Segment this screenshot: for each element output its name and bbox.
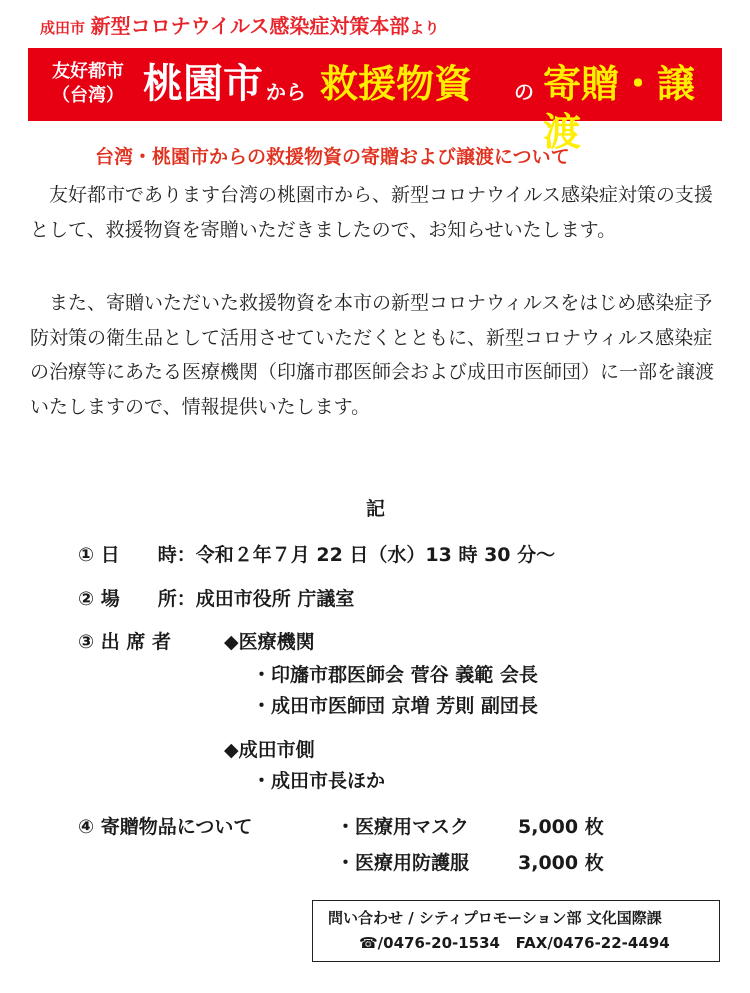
title-banner — [28, 48, 722, 154]
item-attendees-number: ③ — [78, 631, 95, 653]
issuer-suffix: より — [409, 19, 440, 37]
item-goods-number: ④ — [78, 816, 95, 838]
notice-heading: 記 — [366, 498, 386, 520]
item-place-value: 成田市役所 庁議室 — [195, 588, 355, 610]
item-place-number: ② — [78, 588, 95, 610]
goods-quantity: 3,000 枚 — [518, 852, 604, 874]
item-goods-label: 寄贈物品について — [100, 816, 253, 838]
goods-quantity: 5,000 枚 — [518, 816, 604, 838]
banner-relief-supplies: 救援物資 — [320, 62, 473, 106]
banner-particle-kara: から — [266, 80, 306, 104]
banner-city: 桃園市 — [143, 61, 263, 107]
banner-donation: 寄贈・譲渡 — [543, 62, 696, 154]
contact-phone: ☎/0476-20-1534 — [359, 934, 500, 952]
item-place — [78, 584, 354, 611]
attendee-member: ・成田市医師団 京増 芳則 副団長 — [252, 695, 538, 717]
contact-department: 問い合わせ / シティプロモーション部 文化国際課 — [328, 909, 662, 927]
item-date-label: 日 時： — [100, 544, 196, 566]
sister-city-label-line2: （台湾） — [52, 85, 124, 106]
issuer-city: 成田市 — [40, 19, 86, 37]
subtitle: 台湾・桃園市からの救援物資の寄贈および譲渡について — [95, 146, 570, 168]
item-goods — [78, 812, 252, 839]
item-date-value: 令和２年７月 22 日（水）13 時 30 分～ — [195, 544, 556, 566]
item-date — [78, 540, 555, 567]
issuer-hq: 新型コロナウイルス感染症対策本部 — [90, 14, 410, 38]
banner-particle-no: の — [514, 80, 534, 104]
contact-fax: FAX/0476-22-4494 — [515, 934, 670, 952]
sister-city-label-line1: 友好都市 — [52, 61, 124, 82]
attendee-group-city: ◆成田市側 — [224, 739, 315, 761]
contact-numbers — [359, 934, 670, 952]
attendee-group-medical: ◆医療機関 — [224, 631, 315, 653]
contact-box — [312, 900, 720, 962]
attendee-member: ・印旛市郡医師会 菅谷 義範 会長 — [252, 664, 538, 686]
attendee-member: ・成田市長ほか — [252, 770, 386, 792]
goods-name: ・医療用マスク — [336, 816, 470, 838]
sister-city-label — [42, 60, 134, 108]
item-place-label: 場 所： — [100, 588, 196, 610]
item-attendees — [78, 627, 171, 654]
goods-name: ・医療用防護服 — [336, 852, 470, 874]
body-paragraph-1: 友好都市であります台湾の桃園市から、新型コロナウイルス感染症対策の支援として、救援物資を寄贈いただきましたので、お知らせいたします。 — [30, 184, 713, 241]
item-attendees-label: 出 席 者 — [100, 631, 171, 653]
item-date-number: ① — [78, 544, 95, 566]
body-paragraph-2: また、寄贈いただいた救援物資を本市の新型コロナウィルスをはじめ感染症予防対策の衛生品として活用させていただくとともに、新型コロナウィルス感染症の治療等にあたる医療機関（印旛市郡医師会および成田市医師団）に一部を譲渡いたしますので、情報提供いたします。 — [30, 292, 715, 418]
issuer-line — [40, 10, 439, 39]
